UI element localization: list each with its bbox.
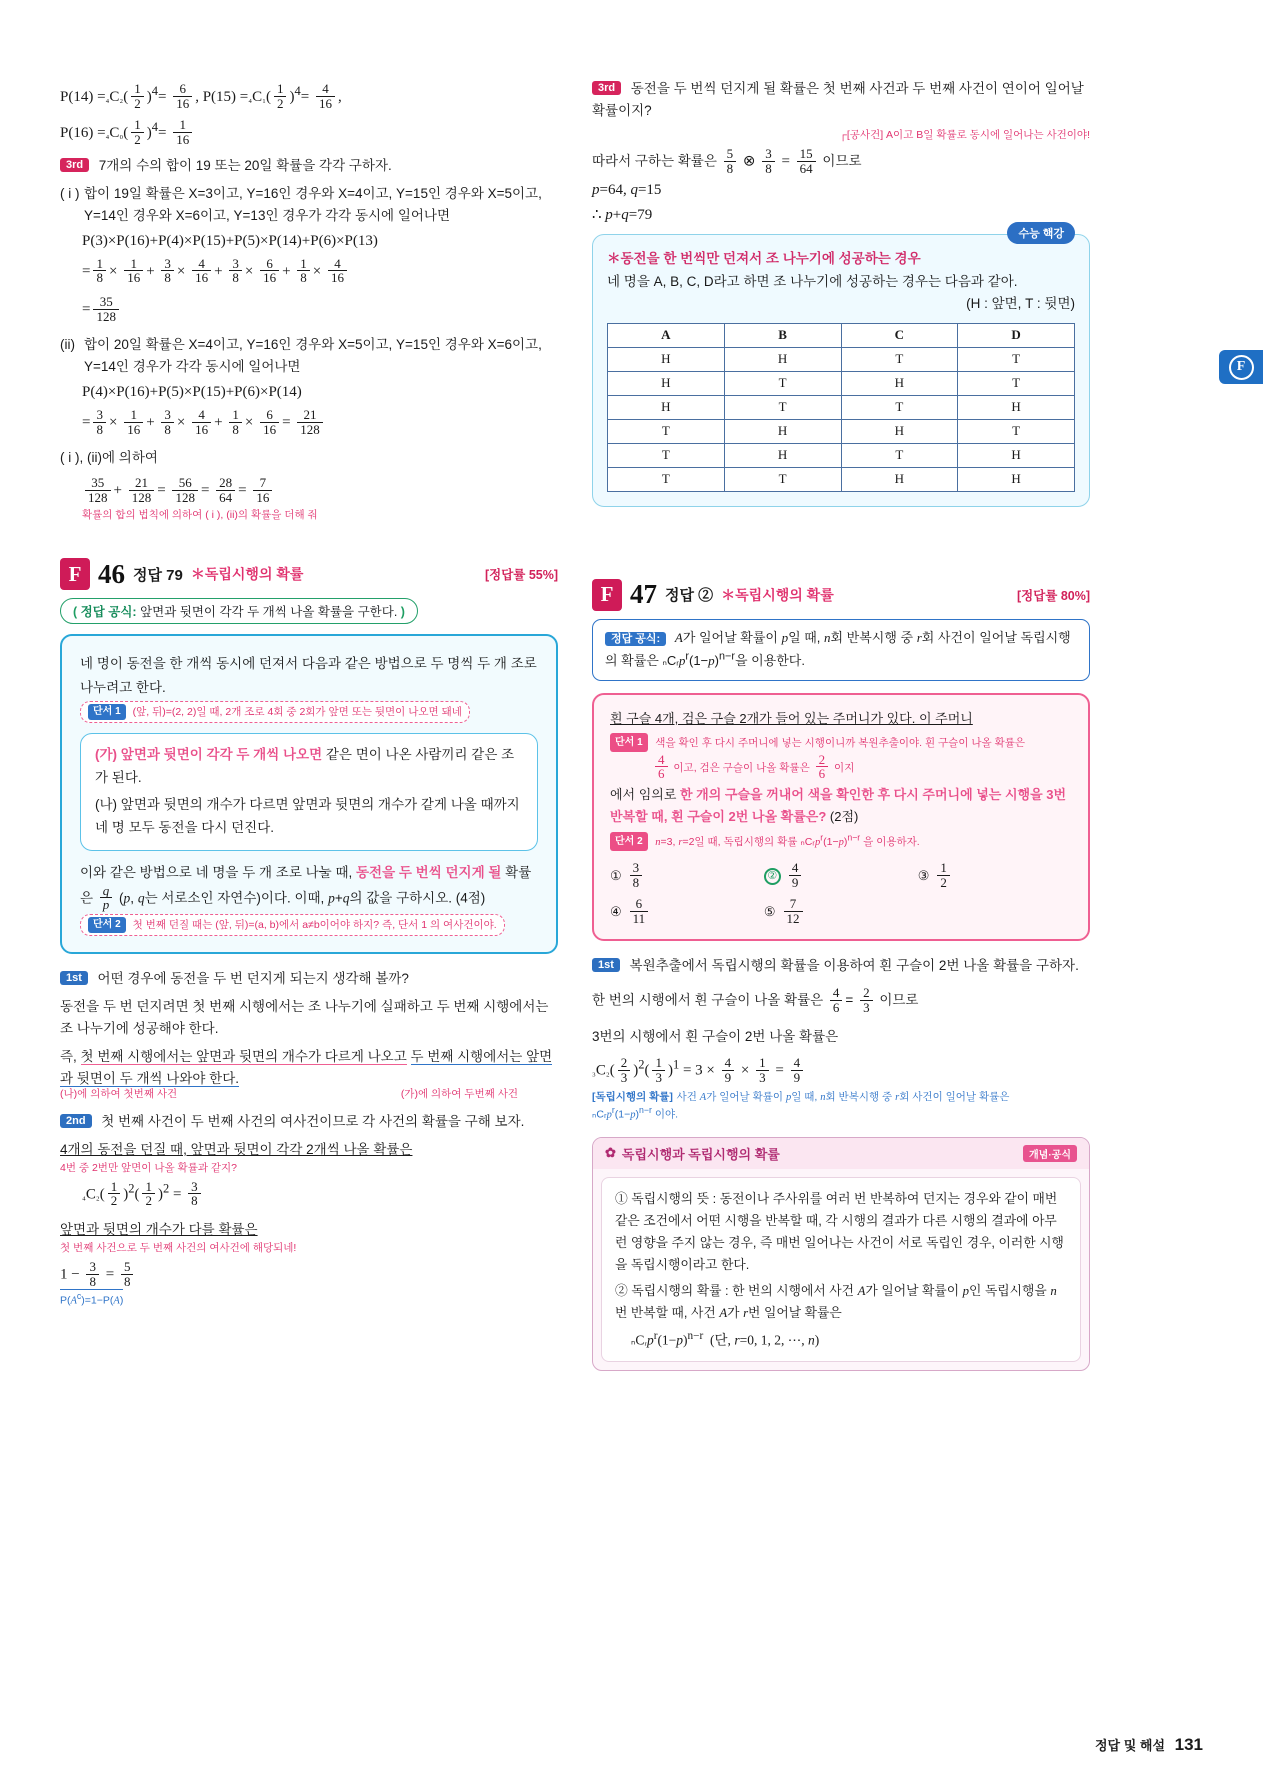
choice-5[interactable]: ⑤ $\frac{7}{12}$ — [764, 898, 918, 926]
concept-item-1: ① 독립시행의 뜻 : 동전이나 주사위를 여러 번 반복하여 던지는 경우와 같이 매번 같은 조건에서 어떤 시행을 반복할 때, 각 시행의 결과가 다른 시행의 결과에 아무런 영향을 주지 않는 경우, 즉 매번 일어나는 사건이 서로 독립인 경우, 이러한 시행을 독립시행이라고 한다. — [615, 1190, 1064, 1272]
final-equation: ₃C₂( $\frac{2}{3}$ )$^2$( $\frac{1}{3}$ )$^1$ = 3 × $\frac{4}{9}$ × $\frac{1}{3}$ = $\frac{4}{9}$ — [592, 1057, 1090, 1085]
case-ii-text: 합이 20일 확률은 X=4이고, Y=16인 경우와 X=5이고, Y=15인 경우와 X=6이고, Y=14인 경우가 각각 동시에 일어나면 — [84, 337, 542, 374]
cell: T — [724, 467, 841, 491]
hint-2-text: n=3, r=2일 때, 독립시행의 확률 $_nCᵣp^r(1-p)^{n-r}$ 을 이용하자. — [655, 832, 920, 848]
cell: T — [958, 419, 1075, 443]
problem-answer: 정답 ② — [665, 587, 714, 605]
right-eq-3: ∴ p+q=79 — [592, 207, 653, 224]
cell: T — [958, 371, 1075, 395]
right-eq-2: p=64, q=15 — [592, 182, 662, 199]
suneung-line-2: (H : 앞면, T : 뒷면) — [966, 296, 1075, 312]
cell: T — [724, 371, 841, 395]
question-box-47 — [592, 693, 1090, 942]
cell: H — [958, 467, 1075, 491]
cell: H — [724, 443, 841, 467]
step-badge: 1st — [60, 971, 88, 985]
case-i-eq2: = $\frac{1}{8}$ × $\frac{1}{16}$ + $\frac{3}{8}$ × $\frac{4}{16}$ + $\frac{3}{8}$ × $\frac{6}{16}$ + $\frac{1}{8}$ × $\frac{4}{16}$ — [60, 258, 558, 286]
page-footer — [1095, 1735, 1203, 1755]
step-text: 복원추출에서 독립시행의 확률을 이용하여 흰 구슬이 2번 나올 확률을 구하자. — [629, 958, 1079, 974]
s2-note-1: 4번 중 2번만 앞면이 나올 확률과 같지? — [60, 1161, 238, 1174]
formula-text: A가 일어날 확률이 p일 때, n회 반복시행 중 r회 사건이 일어날 독립시행의 확률은 $_nCᵣp^r(1-p)^{n-r}$을 이용한다. — [605, 629, 1071, 669]
hint-1-text: (앞, 뒤)=(2, 2)일 때, 2개 조로 4회 중 2회가 앞면 또는 뒷면이 나오면 돼네 — [132, 706, 462, 719]
problem-title: ＊독립시행의 확률 — [190, 566, 304, 583]
step-1st-47 — [592, 955, 1090, 977]
problem-number: 46 — [98, 558, 125, 589]
cell: H — [841, 467, 958, 491]
cell: T — [724, 395, 841, 419]
hint-2-tag: 단서 2 — [610, 832, 648, 851]
choice-3[interactable]: ③ $\frac{1}{2}$ — [918, 862, 1072, 890]
cell: T — [608, 443, 725, 467]
problem-rate: [정답률 55%] — [484, 568, 558, 583]
question-box-46 — [60, 634, 558, 954]
choices-row-2 — [610, 898, 1072, 926]
hint-2-row — [610, 830, 1072, 852]
step-text: 동전을 두 번씩 던지게 될 확률은 첫 번째 사건과 두 번째 사건이 연이어 일어날 확률이지? — [592, 81, 1084, 118]
question-line-2: 에서 임의로 한 개의 구슬을 꺼내어 색을 확인한 후 다시 주머니에 넣는 시행을 3번 반복할 때, 흰 구슬이 2번 나올 확률은? (2점) — [610, 786, 1067, 825]
step-2nd-46 — [60, 1111, 558, 1133]
problem-47 — [592, 579, 1090, 1371]
suneung-box — [592, 228, 1090, 507]
section-tab-f[interactable] — [1219, 350, 1263, 384]
selected-answer-marker: ② — [764, 868, 781, 885]
concept-tag: 개념·공식 — [1023, 1145, 1077, 1162]
cell: H — [958, 443, 1075, 467]
choice-2[interactable]: ② $\frac{4}{9}$ — [764, 862, 918, 890]
question-line-2: 이와 같은 방법으로 네 명을 두 개 조로 나눌 때, 동전을 두 번씩 던지게 될 확률은 $\frac{q}{p}$ (p, q는 서로소인 자연수)이다. 이때, p+q의 값을 구하시오. (4점) 단서 2 첫 번째 던질 때는 (앞, 뒤)=(a, b)에서 a≠b이어야 하지? 즉, 단서 1 의 여사건이야. — [80, 861, 538, 937]
case-ii-eq1: P(4)×P(16)+P(5)×P(15)+P(6)×P(14) — [82, 383, 302, 400]
equation-p16: P(16) =₄C₀( $\frac{1}{2}$ )$^4$= $\frac{1}{16}$ — [60, 114, 558, 150]
choice-spacer — [918, 898, 1072, 926]
s2-eq-1: ₄C₂( $\frac{1}{2}$ )$^2$( $\frac{1}{2}$ )$^2$ = $\frac{3}{8}$ — [60, 1181, 558, 1209]
cell: T — [608, 419, 725, 443]
s1-note-left: (나)에 의하여 첫번째 사건 — [60, 1087, 178, 1100]
cell: T — [608, 467, 725, 491]
concept-box — [592, 1137, 1090, 1372]
callout-note: ┌[공사건] A이고 B일 확률로 동시에 일어나는 사건이야! — [839, 128, 1090, 141]
step-badge: 2nd — [60, 1114, 92, 1128]
case-i-eq1: P(3)×P(16)+P(4)×P(15)+P(5)×P(14)+P(6)×P(13) — [82, 232, 378, 249]
equation-note-formula: $_nCᵣp^r(1-p)^{n-r}$ 이야. — [592, 1104, 679, 1121]
question-line-1: 흰 구슬 4개, 검은 구슬 2개가 들어 있는 주머니가 있다. 이 주머니 — [610, 710, 973, 726]
concept-header — [593, 1138, 1089, 1169]
step-badge: 3rd — [592, 81, 621, 95]
table-row — [608, 467, 1075, 491]
concept-title: 독립시행과 독립시행의 확률 — [621, 1146, 780, 1162]
problem-number: 47 — [630, 579, 657, 610]
step-badge: 3rd — [60, 158, 89, 172]
condition-b: (나) 앞면과 뒷면의 개수가 다르면 앞면과 뒷면의 개수가 같게 나올 때까지 네 명 모두 동전을 다시 던진다. — [95, 797, 520, 835]
hint-1-text: 색을 확인 후 다시 주머니에 넣는 시행이니까 복원추출이야. 흰 구슬이 나올 확률은 — [655, 737, 1026, 750]
table-row — [608, 371, 1075, 395]
cell: T — [841, 347, 958, 371]
hint-2-text: 첫 번째 던질 때는 (앞, 뒤)=(a, b)에서 a≠b이어야 하지? 즉, 단서 1 의 여사건이야. — [132, 919, 497, 932]
case-i — [60, 183, 558, 227]
choice-1[interactable]: ① $\frac{3}{8}$ — [610, 862, 764, 890]
conclusion-note: 확률의 합의 법칙에 의하여 ( i ), (ii)의 확률을 더해 줘 — [82, 509, 318, 522]
cell: H — [724, 419, 841, 443]
cell: H — [608, 371, 725, 395]
cell: H — [841, 371, 958, 395]
problem-answer: 정답 79 — [133, 566, 183, 584]
case-ii — [60, 334, 558, 378]
equation-note — [592, 1088, 1090, 1123]
step-3rd-left — [60, 155, 558, 177]
s2-line-2: 앞면과 뒷면의 개수가 다를 확률은 — [60, 1222, 258, 1238]
case-ii-label: (ii) — [60, 337, 75, 353]
table-row — [608, 443, 1075, 467]
s2-note-3: $P(A^c)=1-P(A)$ — [60, 1289, 123, 1309]
hint-1-tag: 단서 1 — [88, 704, 126, 720]
s2-eq-2: 1 − $\frac{3}{8}$ = $\frac{5}{8}$ — [60, 1261, 558, 1289]
suneung-tag: 수능 핵강 — [1007, 222, 1075, 244]
hint-1-tag: 단서 1 — [610, 733, 648, 752]
step-3rd-right — [592, 78, 1090, 122]
hint-2-tag: 단서 2 — [88, 917, 126, 933]
equation-p14-p15: P(14) =₄C₂( $\frac{1}{2}$ )$^4$= $\frac{6}{16}$ , P(15) =₄C₁( $\frac{1}{2}$ )$^4$= $\frac{4}{16}$ , — [60, 81, 342, 112]
section-tab-letter: F — [1229, 355, 1254, 380]
hint-1 — [80, 701, 470, 723]
choice-4[interactable]: ④ $\frac{6}{11}$ — [610, 898, 764, 926]
question-line-1: 네 명이 동전을 한 개씩 동시에 던져서 다음과 같은 방법으로 두 명씩 두 개 조로 나누려고 한다. 단서 1 (앞, 뒤)=(2, 2)일 때, 2개 조로 4회 중 2회가 앞면 또는 뒷면이 나오면 돼네 — [80, 652, 538, 723]
equation-note-text: 사건 A가 일어날 확률이 p일 때, n회 반복시행 중 r회 사건이 일어날 확률은 — [676, 1090, 1010, 1103]
cell: T — [841, 443, 958, 467]
concept-item-2-equation: $_nCᵣp^r(1-p)^{n-r}$ (단, r=0, 1, 2, ⋯, n) — [631, 1329, 820, 1348]
problem-rate: [정답률 80%] — [1016, 588, 1090, 603]
cell: T — [841, 395, 958, 419]
suneung-title: ＊동전을 한 번씩만 던져서 조 나누기에 성공하는 경우 — [607, 251, 921, 267]
table-row — [608, 347, 1075, 371]
step-text: 7개의 수의 합이 19 또는 20일 확률을 각각 구하자. — [98, 158, 392, 173]
concept-item-2: ② 독립시행의 확률 : 한 번의 시행에서 사건 A가 일어날 확률이 p인 독립시행을 n번 반복할 때, 사건 A가 r번 일어날 확률은 — [615, 1282, 1057, 1320]
cell: H — [608, 395, 725, 419]
answer-formula-box — [592, 619, 1090, 681]
concept-body — [601, 1177, 1081, 1363]
footer-label: 정답 및 해설 — [1094, 1738, 1165, 1753]
table-header-row — [608, 323, 1075, 347]
callout-wrap — [592, 126, 1090, 142]
step-badge: 1st — [592, 958, 620, 972]
s1-notes — [60, 1087, 558, 1101]
body-2: 3번의 시행에서 흰 구슬이 2번 나올 확률은 — [592, 1028, 839, 1044]
hint-1-row — [610, 731, 1072, 753]
problem-47-header — [592, 579, 1090, 611]
flower-icon: ✿ — [605, 1145, 616, 1161]
problem-mark: F — [592, 579, 622, 611]
formula-pill-text: 앞면과 뒷면이 각각 두 개씩 나올 확률을 구한다. — [140, 605, 398, 620]
col-a: A — [608, 323, 725, 347]
cell: T — [958, 347, 1075, 371]
top-equations — [60, 78, 558, 149]
conclusion-lead: ( i ), (ii)에 의하여 — [60, 450, 158, 466]
s2-line-1: 4개의 동전을 던질 때, 앞면과 뒷면이 각각 2개씩 나올 확률은 — [60, 1141, 413, 1157]
s1-body-1: 동전을 두 번 던지려면 첫 번째 시행에서는 조 나누기에 실패하고 두 번째 시행에서는 조 나누기에 성공해야 한다. — [60, 999, 549, 1037]
case-ii-eq2: = $\frac{3}{8}$ × $\frac{1}{16}$ + $\frac{3}{8}$ × $\frac{4}{16}$ + $\frac{1}{8}$ × $\frac{6}{16}$ = $\frac{21}{128}$ — [60, 409, 558, 437]
case-i-label: ( i ) — [60, 185, 80, 201]
conclusion-eq: $\frac{35}{128}$ + $\frac{21}{128}$ = $\frac{56}{128}$ = $\frac{28}{64}$ = $\frac{7}{16}$ — [60, 477, 558, 505]
cell: H — [841, 419, 958, 443]
formula-tag: 정답 공식: — [605, 632, 666, 646]
table-row — [608, 419, 1075, 443]
page-number: 131 — [1174, 1735, 1203, 1754]
cell: H — [724, 347, 841, 371]
cell: H — [608, 347, 725, 371]
problem-mark: F — [60, 558, 90, 590]
right-column — [592, 78, 1090, 1741]
s2-note-2: 첫 번째 사건으로 두 번째 사건의 여사건에 해당되네! — [60, 1241, 297, 1254]
s1-note-right: (가)에 의하여 두번째 사건 — [400, 1087, 518, 1100]
step-1st-46 — [60, 968, 558, 990]
table-row — [608, 395, 1075, 419]
suneung-line-1: 네 명을 A, B, C, D라고 하면 조 나누기에 성공하는 경우는 다음과 같아. — [607, 274, 1018, 290]
right-eq-1: 따라서 구하는 확률은 $\frac{5}{8}$ ⊗ $\frac{3}{8}$ = $\frac{15}{64}$ 이므로 — [592, 145, 862, 176]
left-column — [60, 78, 558, 1741]
col-b: B — [724, 323, 841, 347]
case-i-eq3: = $\frac{35}{128}$ — [60, 296, 558, 324]
coin-table — [607, 323, 1075, 492]
question-conditions — [80, 733, 538, 851]
formula-pill-label: 정답 공식: — [80, 605, 137, 620]
cell: H — [958, 395, 1075, 419]
problem-46 — [60, 558, 558, 1309]
condition-a: (가) 앞면과 뒷면이 각각 두 개씩 나오면 같은 면이 나온 사람끼리 같은 조가 된다. — [95, 747, 515, 786]
s1-body-2: 즉, 첫 번째 시행에서는 앞면과 뒷면의 개수가 다르게 나오고 두 번째 시행에서는 앞면과 뒷면이 두 개씩 나와야 한다. — [60, 1049, 553, 1086]
body-1: 한 번의 시행에서 흰 구슬이 나올 확률은 $\frac{4}{6}$ = $\frac{2}{3}$ 이므로 — [592, 985, 919, 1015]
col-d: D — [958, 323, 1075, 347]
problem-46-header — [60, 558, 558, 590]
hint-2 — [80, 914, 505, 936]
col-c: C — [841, 323, 958, 347]
equation-note-tag: [독립시행의 확률] — [592, 1090, 673, 1103]
hint-1-frac: $\frac{4}{6}$ 이고, 검은 구슬이 나올 확률은 $\frac{2}{6}$ 이지 — [610, 754, 1072, 782]
step-text: 첫 번째 사건이 두 번째 사건의 여사건이므로 각 사건의 확률을 구해 보자. — [101, 1113, 525, 1129]
step-text: 어떤 경우에 동전을 두 번 던지게 되는지 생각해 볼까? — [97, 971, 409, 987]
answer-formula-pill: ( 정답 공식: 앞면과 뒷면이 각각 두 개씩 나올 확률을 구한다. ) — [60, 598, 418, 624]
problem-title: ＊독립시행의 확률 — [721, 586, 834, 603]
choices-row-1 — [610, 859, 1072, 890]
case-i-text: 합이 19일 확률은 X=3이고, Y=16인 경우와 X=4이고, Y=15인 경우와 X=5이고, Y=14인 경우와 X=6이고, Y=13인 경우가 각각 동시에 일어나면 — [84, 185, 542, 223]
